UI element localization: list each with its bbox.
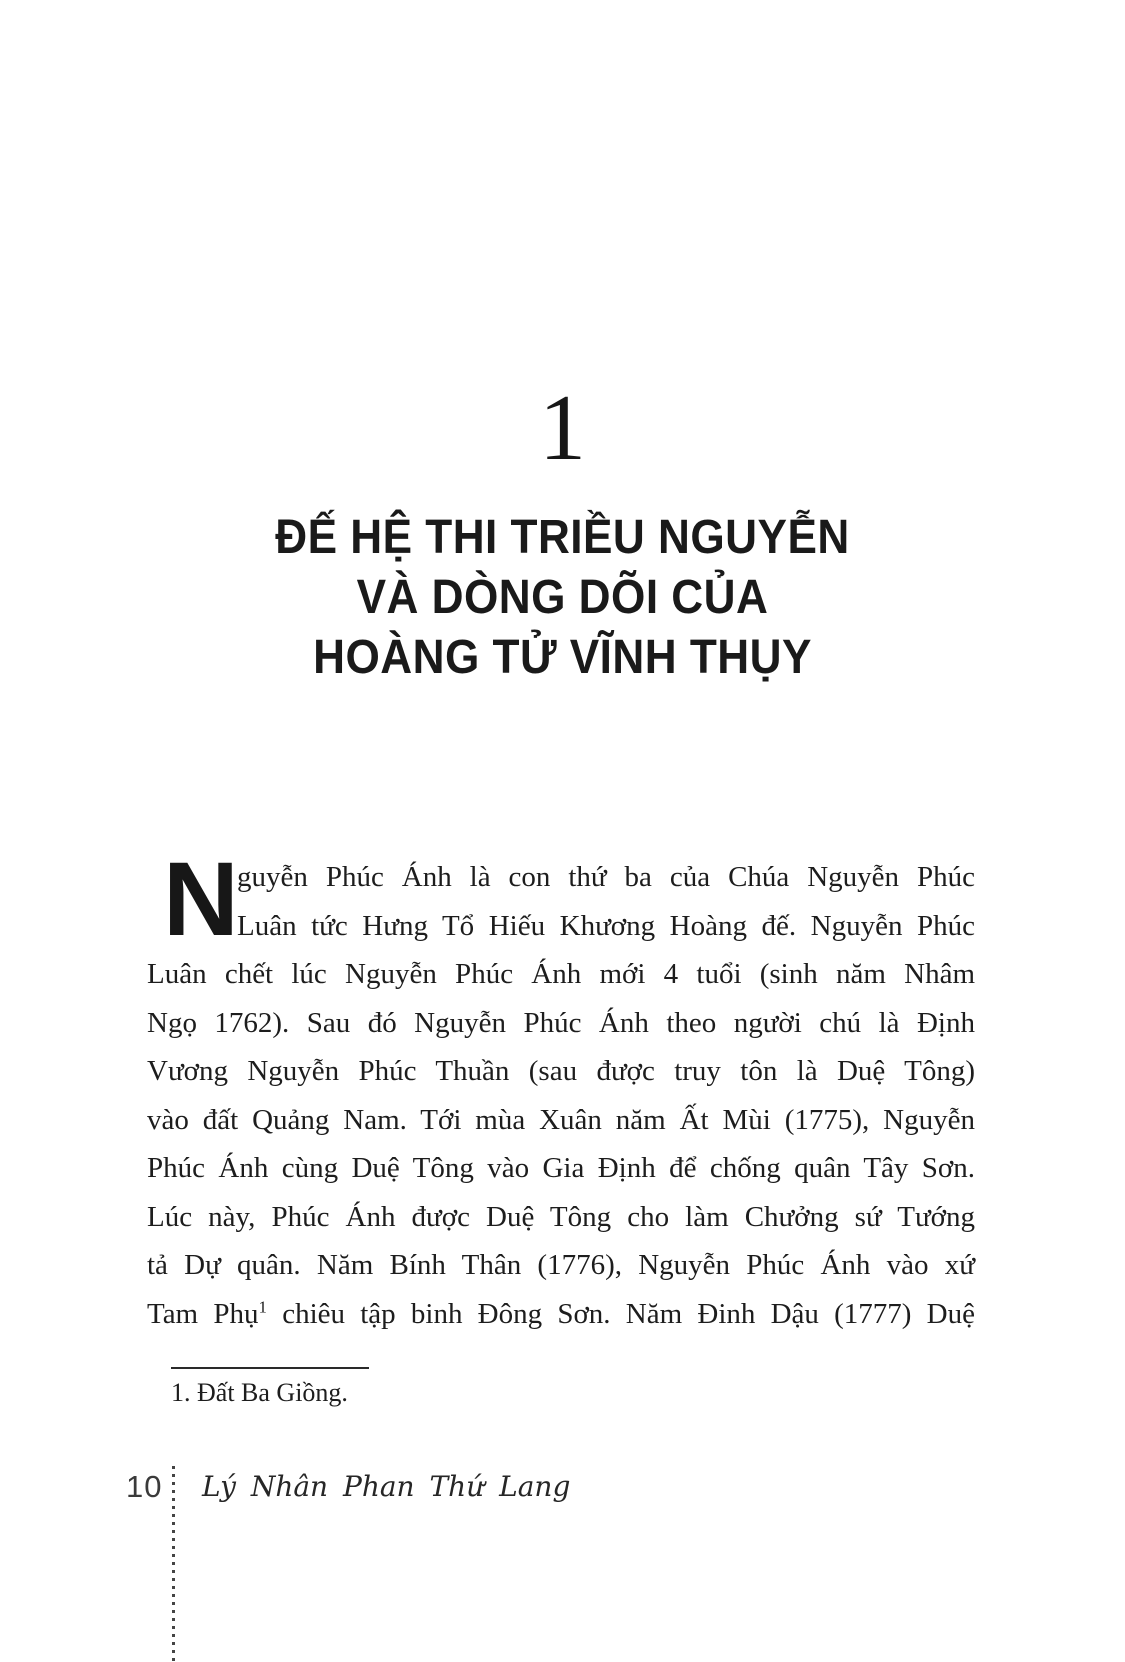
paragraph-line-text: Tam Phụ <box>147 1297 259 1330</box>
paragraph-line: Luân tức Hưng Tổ Hiếu Khương Hoàng đế. Nguyễn Phúc <box>237 909 975 942</box>
paragraph-line: tả Dự quân. Năm Bính Thân (1776), Nguyễn Phúc Ánh vào xứ <box>147 1249 975 1281</box>
paragraph-line: Phúc Ánh cùng Duệ Tông vào Gia Định để chống quân Tây Sơn. <box>147 1152 975 1184</box>
page-number: 10 <box>126 1469 163 1504</box>
drop-cap: N <box>163 841 239 958</box>
footnote-divider <box>171 1367 369 1369</box>
chapter-number: 1 <box>539 376 586 480</box>
paragraph-line: Lúc này, Phúc Ánh được Duệ Tông cho làm Chưởng sứ Tướng <box>147 1200 975 1233</box>
paragraph-line <box>147 1290 975 1339</box>
chapter-title-line: HOÀNG TỬ VĨNH THỤY <box>313 631 812 684</box>
running-title: Lý Nhân Phan Thứ Lang <box>202 1470 571 1503</box>
footnote <box>171 1367 369 1408</box>
chapter-title <box>45 508 1080 688</box>
paragraph-line: guyễn Phúc Ánh là con thứ ba của Chúa Nguyễn Phúc <box>237 861 975 893</box>
footnote-text: 1. Đất Ba Giồng. <box>171 1378 348 1407</box>
paragraph-line: Luân chết lúc Nguyễn Phúc Ánh mới 4 tuổi (sinh năm Nhâm <box>147 958 975 990</box>
chapter-title-line: VÀ DÒNG DÕI CỦA <box>356 571 769 624</box>
paragraph-line: vào đất Quảng Nam. Tới mùa Xuân năm Ất Mùi (1775), Nguyễn <box>147 1103 975 1136</box>
paragraph-line-text: chiêu tập binh Đông Sơn. Năm Đinh Dậu (1777) Duệ <box>266 1297 976 1330</box>
paragraph-line: Ngọ 1762). Sau đó Nguyễn Phúc Ánh theo người chú là Định <box>147 1006 975 1039</box>
paragraph <box>147 841 976 1338</box>
footer-dotted-divider <box>172 1466 175 1662</box>
footnote-reference: 1 <box>258 1296 267 1316</box>
chapter-title-line: ĐẾ HỆ THI TRIỀU NGUYỄN <box>275 511 850 564</box>
paragraph-line: Vương Nguyễn Phúc Thuần (sau được truy tôn là Duệ Tông) <box>147 1055 975 1087</box>
